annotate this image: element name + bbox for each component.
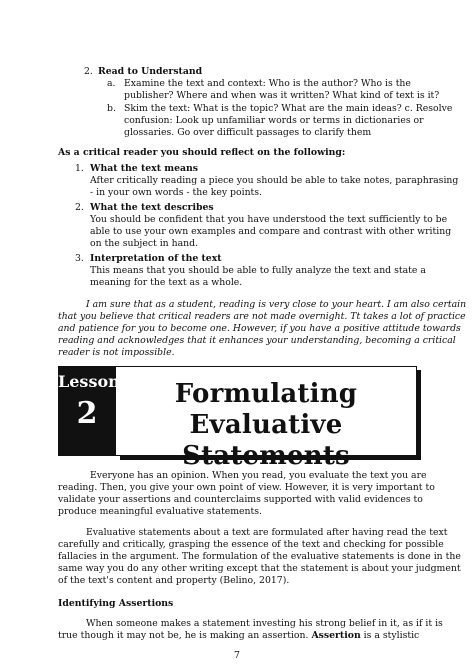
italic-line: reader is not impossible. <box>58 347 175 358</box>
item-line: - in your own words - the key points. <box>90 187 263 198</box>
reflect-heading: As a critical reader you should reflect on the following: <box>58 147 346 158</box>
item-number: 2. <box>75 202 84 213</box>
item-number: 1. <box>75 163 84 174</box>
paragraph-line <box>58 630 419 643</box>
list-letter: b. <box>107 103 116 114</box>
list-item-line: confusion: Look up unfamiliar words or terms in dictionaries or <box>124 115 424 126</box>
paragraph-line: fallacies in the argument. The formulation of the evaluative statements is done in the <box>58 551 461 562</box>
list-item-line: glossaries. Go over difficult passages to clarify them <box>124 127 372 138</box>
paragraph-line: Evaluative statements about a text are formulated after having read the text <box>86 527 448 538</box>
list-letter: a. <box>107 78 116 89</box>
paragraph-text: true though it may not be, he is making an assertion. <box>58 630 312 641</box>
paragraph-line: produce meaningful evaluative statements. <box>58 506 262 517</box>
item-title: What the text means <box>90 163 199 174</box>
paragraph-line: reading. Then, you give your own point of view. However, it is very important to <box>58 482 435 493</box>
item-line: meaning for the text as a whole. <box>90 277 243 288</box>
list-item-line: Examine the text and context: Who is the author? Who is the <box>124 78 411 89</box>
italic-line: that you believe that critical readers are not made overnight. Tt takes a lot of practice <box>58 311 466 322</box>
italic-line: reading and acknowledges that it enhances your understanding, becoming a critical <box>58 335 456 346</box>
paragraph-line: validate your assertions and counterclaims supported with valid evidences to <box>58 494 423 505</box>
item-title: Interpretation of the text <box>90 253 222 264</box>
italic-line: and patience for you to become one. However, if you have a positive attitude towards <box>58 323 461 334</box>
lesson-badge <box>58 366 120 456</box>
section-number: 2. <box>84 66 93 77</box>
item-line: After critically reading a piece you should be able to take notes, paraphrasing <box>90 175 459 186</box>
paragraph-line: of the text's content and property (Belino, 2017). <box>58 575 290 586</box>
item-line: This means that you should be able to fully analyze the text and state a <box>90 265 426 276</box>
paragraph-line: When someone makes a statement investing his strong belief in it, as if it is <box>86 618 443 629</box>
paragraph-line: same way you do any other writing except that the statement is about your judgment <box>58 563 461 574</box>
paragraph-line: carefully and critically, grasping the essence of the text and checking for possible <box>58 539 444 550</box>
list-item-line: publisher? Where and when was it written? What kind of text is it? <box>124 90 440 101</box>
list-item-line: Skim the text: What is the topic? What are the main ideas? c. Resolve <box>124 103 453 114</box>
page-number: 7 <box>234 650 240 661</box>
section-heading: Read to Understand <box>98 66 203 77</box>
item-line: able to use your own examples and compare and contrast with other writing <box>90 226 452 237</box>
lesson-label: Lesson <box>58 372 120 391</box>
lesson-title-box <box>116 366 417 471</box>
item-line: on the subject in hand. <box>90 238 199 249</box>
italic-line: I am sure that as a student, reading is very close to your heart. I am also certain <box>86 299 467 310</box>
section-heading: Identifying Assertions <box>58 598 174 609</box>
item-line: You should be confident that you have understood the text sufficiently to be <box>90 214 448 225</box>
item-title: What the text describes <box>90 202 214 213</box>
lesson-number: 2 <box>76 395 98 431</box>
paragraph-text: is a stylistic <box>360 630 420 641</box>
lesson-title-line: Evaluative Statements <box>182 410 350 471</box>
paragraph-line: Everyone has an opinion. When you read, you evaluate the text you are <box>90 470 427 481</box>
lesson-title-line: Formulating <box>174 379 358 409</box>
assertion-term: Assertion <box>311 630 361 641</box>
item-number: 3. <box>75 253 84 264</box>
